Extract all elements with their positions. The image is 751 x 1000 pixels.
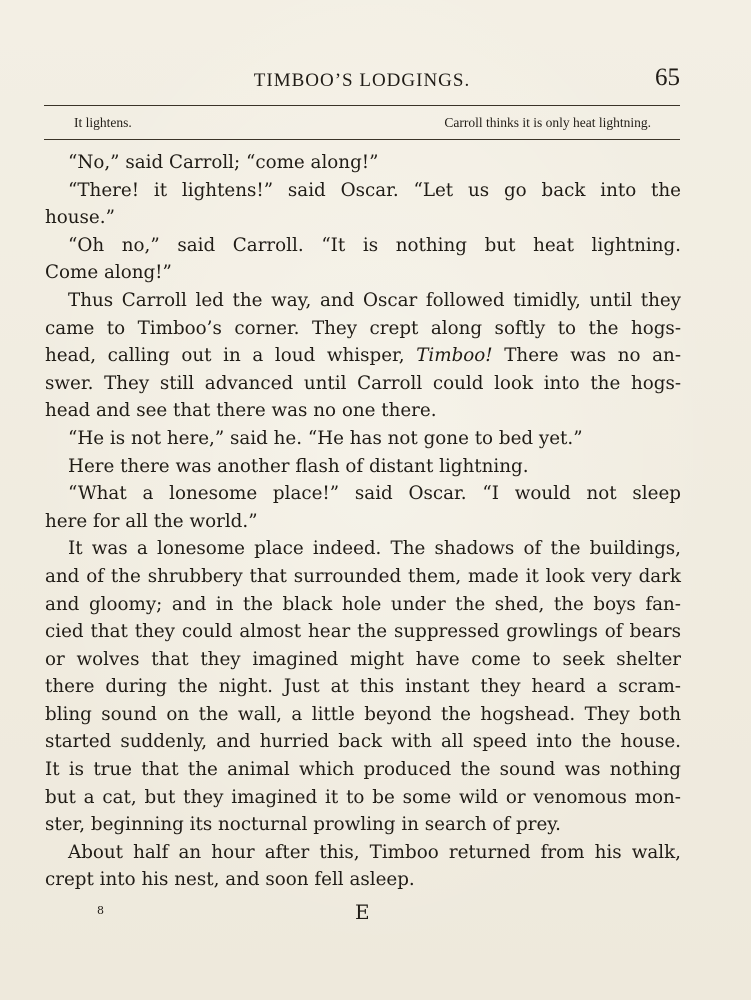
text-line: “Oh no,” said Carroll. “It is nothing but heat lightning. — [68, 234, 681, 256]
text-line: bling sound on the wall, a little beyond the hogshead. They both — [45, 703, 681, 725]
text-line: Thus Carroll led the way, and Oscar followed timidly, until they — [68, 289, 681, 311]
text-line: and of the shrubbery that surrounded them, made it look very dark — [45, 565, 681, 587]
body-text — [45, 149, 681, 894]
text-line: house.” — [45, 207, 115, 229]
text-line: ster, beginning its nocturnal prowling in search of prey. — [45, 814, 561, 836]
text-line: About half an hour after this, Timboo returned from his walk, — [68, 841, 681, 863]
text-line: Here there was another flash of distant lightning. — [68, 455, 529, 477]
text-line: came to Timboo’s corner. They crept along softly to the hogs- — [45, 317, 681, 339]
text-line: started suddenly, and hurried back with all speed into the house. — [45, 731, 681, 753]
sidenote-right: Carroll thinks it is only heat lightning. — [444, 115, 651, 130]
text-line: “There! it lightens!” said Oscar. “Let us go back into the — [68, 179, 681, 201]
text-line: there during the night. Just at this instant they heard a scram- — [45, 676, 681, 698]
running-head — [44, 61, 680, 95]
text-line: cied that they could almost hear the suppressed growlings of bears — [45, 621, 681, 643]
text-line: It is true that the animal which produced the sound was nothing — [45, 759, 681, 781]
text-line: and gloomy; and in the black hole under the shed, the boys fan- — [45, 593, 681, 615]
page-number: 65 — [655, 64, 680, 91]
bottom-rule — [44, 139, 680, 140]
text-line: “What a lonesome place!” said Oscar. “I would not sleep — [68, 483, 681, 505]
text-line: It was a lonesome place indeed. The shadows of the buildings, — [68, 538, 681, 560]
sheet-letter: E — [355, 900, 370, 924]
text-line: but a cat, but they imagined it to be some wild or venomous mon- — [45, 786, 681, 808]
top-rule — [44, 105, 680, 106]
signature-mark: 8 — [97, 904, 104, 917]
text-line: crept into his nest, and soon fell asleep. — [45, 869, 415, 891]
text-line: here for all the world.” — [45, 510, 258, 532]
page-footer — [44, 898, 680, 928]
text-line: Come along!” — [45, 262, 172, 284]
text-line: “He is not here,” said he. “He has not gone to bed yet.” — [68, 427, 583, 449]
text-line: head and see that there was no one there. — [45, 400, 437, 422]
sidenote-left: It lightens. — [74, 115, 132, 130]
text-line: or wolves that they imagined might have come to seek shelter — [45, 648, 681, 670]
text-line: “No,” said Carroll; “come along!” — [68, 152, 379, 173]
text-line: head, calling out in a loud whisper, Timboo! There was no an- — [45, 345, 681, 367]
running-title: TIMBOO’S LODGINGS. — [253, 70, 471, 91]
text-line: swer. They still advanced until Carroll could look into the hogs- — [45, 372, 681, 394]
italic-name: Timboo! — [416, 345, 493, 367]
